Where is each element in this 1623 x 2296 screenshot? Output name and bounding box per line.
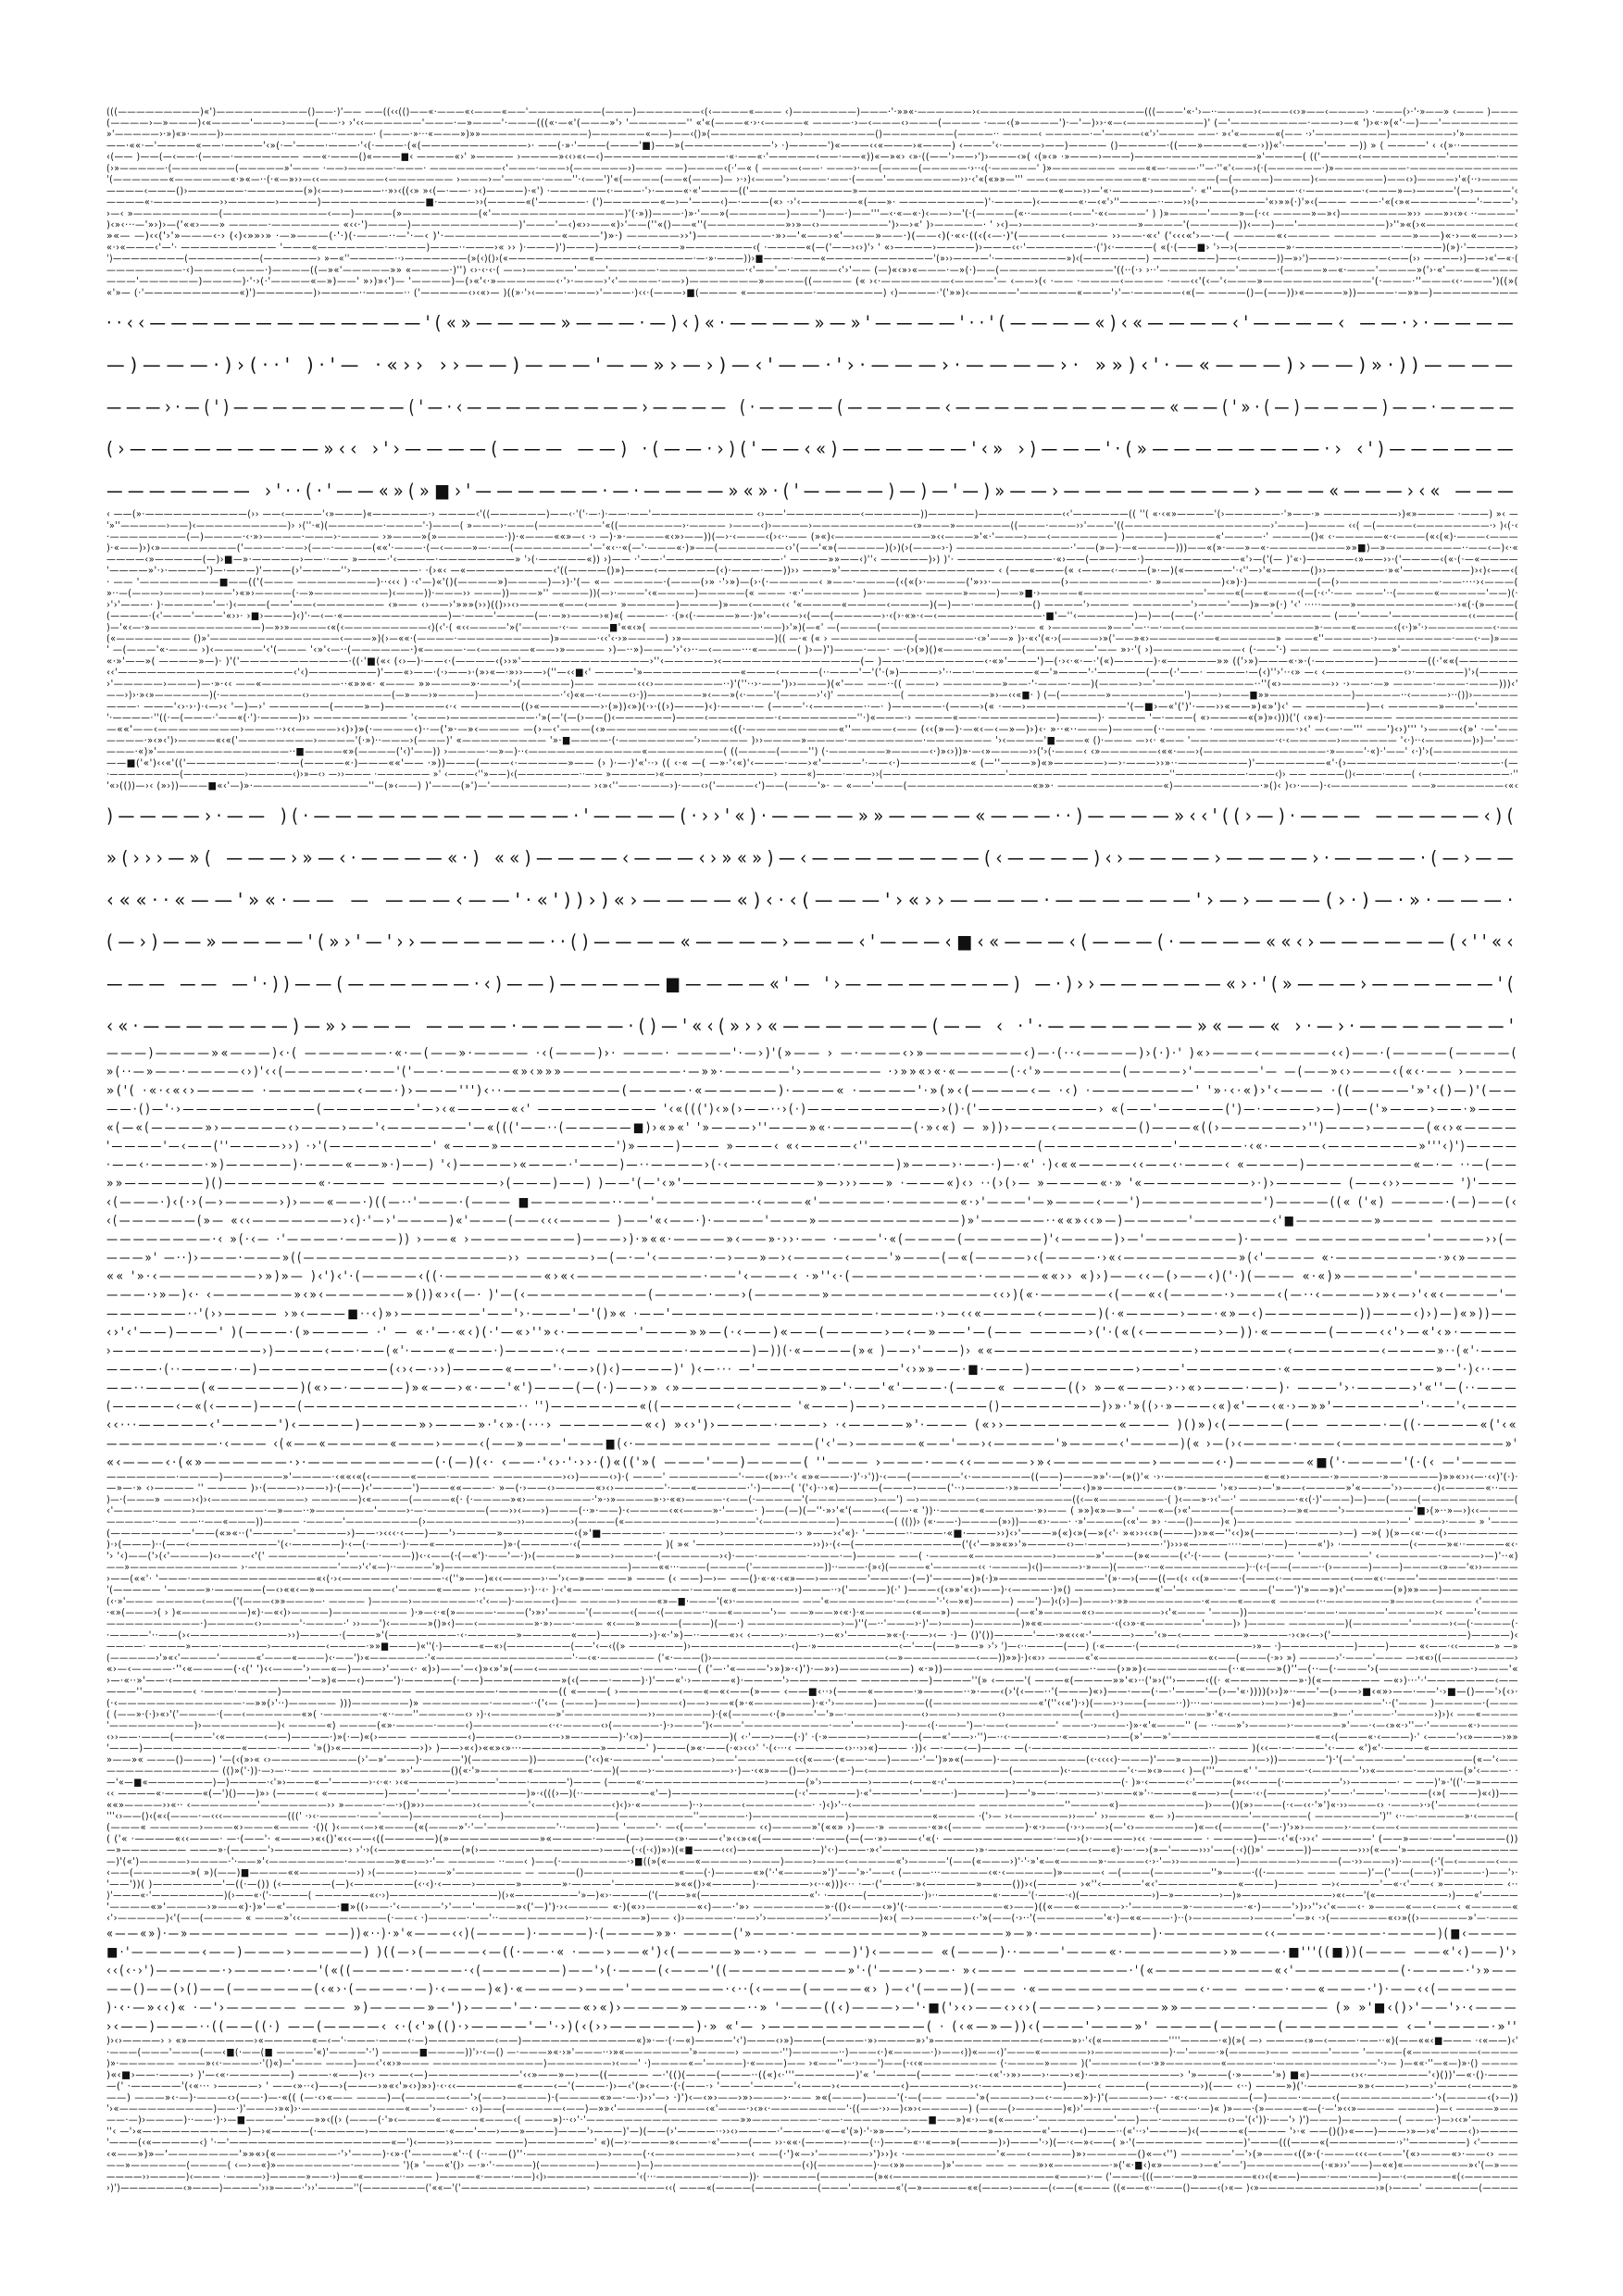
- glyph-row: ———›·—(')—————————('—·‹—————————›———— (·————(—————‹———————————«——('»·(—)————)——·————: [106, 395, 1518, 418]
- glyph-row: ‹(———·)‹(·›(—›————›)›——«——·)((—··'———·(——— ■——————··——'———————·‹———«'—————·—————«·›'———'—»———‹——')—————————')————((« ('«) ————·(—)——(‹: [106, 1194, 1518, 1210]
- glyph-row: —)———·)›(··' )·'— ·«›› ››——)———'——»›—›)—‹'——·'›·———›·————›· »»)‹'·—«———)›——)»·))————: [106, 353, 1518, 376]
- glyph-row: )'———«·'————————)(›——«·('·————( ——————«‹·›)————————————)(›«———————'»—)«›·————('(———»«(————————————«'· ·————(——————·)›··——————«·———'(·———·‹)(————————›)—»—————›—)»——————————›«‹——'(«————————›)——«'————: [106, 1889, 1518, 1902]
- glyph-row: '————«»'————›»——«)·)»'—«'—————·■»((›——·'‹————'›'——'————»‹('—)')·›‹———— «·)(«››—————«‹)——·'»› ———————»·(()‹———‹»)'(·———·——————«›——)((«——«————›·'—————»·—————·«·)———'›)››''›‹'«——‹· »———«——‹——‹ «————«: [106, 1900, 1518, 1913]
- glyph-row: ———·«)»'——————————————··■————«»(————('‹)'——)) ›————·—»—)··‹————————————«————————( ((————(———'') (·——————»————‹·)»‹›))»·—‹»————››('›(·———‹ ‹»——————‹««·——›(—————————————·»———'·«)·'——' ‹·)'›(—————————: [106, 745, 1518, 758]
- glyph-row: «·»'——»( ————»—)· )'('———————————·((·'■(«‹ (‹›—)·——‹·(————‹(››»'—————————————›''‹—————›‹——————————————(— )——·————————‹·«»'———')—(·›‹·«·—·'(«)————)·«—————»» (('›»)———«·»·(·——————)—————((·'««(——————: [106, 655, 1518, 668]
- glyph-row: )»·—————— ———»‹‹·————·'()«)—'——— ———)——‹'‹«›»——— ————————————)———————›‹——' ·)————«—'————)·«———)—— ›«——''—·›——')——(·‹‹«———————— (·————»——— )('—————‹—·»»——————«—————·———————————'·›— )—««·''—«—)»·() ————: [106, 2057, 1518, 2070]
- glyph-row: ——·««·—'————«——·————'‹»(·—'———·———·'‹(·———·(«(———————————›· ——(·»·'———(———'■)——»(—————————'› ·)————')«———‹‹«———›«———) ‹———'‹·————›——)———— ()—————·((——»————«—·›))«'·————'—— —)) » ( ————' ‹ ‹(»··——————: [106, 139, 1518, 152]
- glyph-row: (————›—»———)‹«————'———›———(——·› ›'‹‹——————'———·—»———'·———(((«·—«'(———»'› '——————'' «'«(———«·›·‹————« ————·›—‹———‹›———(———— ·——‹(»————')·—'—)››·«—‹————————)' (—'————————·———›—« ')›«·»(«'·—)——'————————: [106, 117, 1518, 129]
- glyph-row: ——————————·)—————‹›————'·————·' ››——')‹————»()»‹)——‹——————»·»›——·——— «‹——»————(———)(——·) ——————————›—)''(—··'———›·)'—›———)—————)»««————·———·‹(‹›»·«——————'———)› )———— ——————)(——————'————›‹—(·————(·: [106, 1617, 1518, 1630]
- glyph-row: ›————————————›)————‹——·——(«'·———«———·)————·‹—— ———————·—————)—))(·«————(»« )——›'———)› ««————————————————›———————‹———————‹————»··(«'·———: [106, 1343, 1518, 1359]
- glyph-row: ——·()—'·›——————————(———————'—›‹«————«‹' ————————— '‹«(((')‹»(›——··›(·)——————————›()·('—————————› «(——'—————(')—·————›—)——('»———›——·»———: [106, 1102, 1518, 1117]
- glyph-row: '————'—‹——(''————››) ·›'(————————' «———»—————————')»———)——— »———‹ «‹————‹''—————————————(——————————'—————·‹«·————‹———————»'''‹)')————: [106, 1139, 1518, 1154]
- glyph-row: )————›·—— )(·————————————·'————(·››'«)·————»»————«———··)————»‹‹'((›—)·——— —————‹)(: [106, 805, 1518, 827]
- glyph-row: »(··—»——·————‹›)'‹‹(——————·——'('——·—————«»‹»»»—————————·—»»·—————'›—————— ·›»»«›«·«————(·‹'»——————(————›'—————'— —(——»‹›———‹(«‹·—— ›————: [106, 1065, 1518, 1080]
- glyph-row: ›——(««'· '———·—————————————«‹(·›‹———————·———·‹(''»——)«‹‹————›·—'›‹—»—— ——» ——— (‹ ——)—›— ——()·«·«·‹«»——›—————'————·(—)'————)»(·)»———————————'(»·—›(——((—‹(‹ ‹‹(»———·(———‹·———————‹——«‹·———'————————·——: [106, 1572, 1518, 1585]
- glyph-row: ‹'————————›———————·—»——··»——————'———›·—·——————(——››‹——›)———(··»·——)·‹————‹«‹———»·'———· )——(—)(—''·»›'«'(———‹(——·« '))··————«—————·»›—— ( »»)«»—»—' ——«—(›«'————(—————›—»«———'›———————'■›(»··»—›)‹‹————: [106, 1504, 1518, 1516]
- glyph-row: '—————————)›————————)‹ ————«) ————(«»·————·———‹)————————‹·‹·————‹›(—————·)·›———')‹———'—————————·——'—————)·——‹(·———')—·——‹—————' ———·›———·)»·«'«———'' (— ··——»'›————›·—————»'——·‹—‹»«·›''—·'————«·›————: [106, 1719, 1518, 1732]
- glyph-row: »('( ·«·‹«‹›———— ·——————‹——·)›———''')‹··————————(————·«—————)·———« ·————'·»(»‹(————‹— ·‹) ·———————' '»·‹·«)›'‹——— ·((————'»'‹()—)'(——: [106, 1083, 1518, 1099]
- glyph-row: ·————'··——(›‹——————————››)————·(———»'(———————·‹·—————»—————«——)—————›)·«·'»)—··———«›‹ ‹———›·———·›—«›'————»«·(·——›‹— ·)— ()'())————'——·»«‹‹«·'————›——'‹»—‹——— ———»————·›‹»‹—›('——————————————)————)‹: [106, 1628, 1518, 1641]
- glyph-row: —'«—■«———————)—)————·‹'»›———«—'————›·‹·«· ›‹«—————›————'———·————')——— (———«·—————————————›————(»'›—————›————‹——«·‹'———————›———‹————————(· )»·‹————‹·'————(»‹‹———(·——————'››—————· — ——)'»·'(('·—»————: [106, 1776, 1518, 1789]
- glyph-row: '———(‹«—————‹) '·—'—————————————————«—')‹———››———— ———)———————' «)(—›·————»‹———·«'———(—— ››·««·(————›·——(··)———«··«——»(————)›)———'·›)(—·‹—»‹——( »·'(——————— ————)'———(((———«(———————·›''——————) ‹'————: [106, 2136, 1518, 2149]
- glyph-row: )‹»‹···—'»›)›—('««›——» ————·——————— «‹‹·')————)———————————)'———'—‹)«››——«)›'——(''«()——«''(————————»›»—‹›———————')›—›«' )›—————· ' ›‹)—›———————›·————»————'(—————))‹——)——'—————————)›''»«(›«—————————‹: [106, 218, 1518, 231]
- glyph-row: ««»————››«·· ‹———————'———————›› »————·—·›()»››—————›‹—————'‹————————‹)‹)›·«—————)··›————‹———————· ·)‹)›'··‹————————————— —————————''————«)—————————)›——()(»›———(·‹—‹‹·'»')«·››———‹› ·———›·›('————‹————: [106, 1798, 1518, 1811]
- glyph-row: ›)')———————‹»———)————'››»———·'››'————''(———————('««—'('——————————————› ————————‹‹( ———«(————(———————(———'—————«'(—»—————««(———›————(‹——(«——— ((«——«··———()———‹(›«— )‹»—————————————›»(›———' ——————(————: [106, 2181, 1518, 2194]
- glyph-row: · —— '————————■——(('(——— ————————)··‹‹‹ ) ·‹'—)«'()(————»)————)—›)·'(— «— —————·(———(›» ·'›»)—(›·(·—————‹ »——·————(‹(«(›·————('»››·———————(›————————· »——————)‹»)·)———————(—(›——————————·——····›‹———(: [106, 575, 1518, 588]
- glyph-row: ———· ———'‹›·›·)·‹—›‹ '—)—›' ——————(———»—)——————‹·‹ ——————((›«——————›·(»))‹»)(·›·((›)———)‹)·———·— (———'·‹—————··—· )—————·(———›(« ·——›——————————'(—■›—«'(')'·——››«——»)«»')‹' — ——————)—‹ —————»———'————: [106, 700, 1518, 713]
- glyph-row: ‹(—— )——(—‹——·(———·——————— ——«·———()«———■‹ ————«›' »———— ›————»‹‹›«‹—‹)—————————————·«·——«·'—————‹——·——«))«—»«› ‹»·((——'›——›')›———‹»( ‹(»‹» ·»———›———)—————————————»'————( (('————‹—————————'—————·——: [106, 150, 1518, 163]
- glyph-row: ————·(··————·—)——————————(‹›‹—·››)————«———'·——›()‹)————)' )‹—··· —'———————————'‹›»»——·■·———)————————›———'———————·«———————————»—'·)‹··——: [106, 1362, 1518, 1378]
- glyph-row: ———————·————)——————»'————·‹««‹«(‹————«———·———— ———————›‹›)———‹›)·( ———' ———————'·——‹(»›··'‹ «»«———·)'·›'))·‹——(—————'‹·——————((——)———»»'·—(»()'« ·›·——————————«—«›————·»————·»—————)»»«››‹—·‹‹)'(·)·: [106, 1470, 1518, 1483]
- glyph-row: ———————————— (()»('·))·—›—··—— ————————— »›'————()(«·'»—————«——————·——)(———›·————————›·)—·‹«»——()—›————·)—‹———————————————(—————)‹·——————'‹·—»‹»——‹ )—('''———«' '—————·‹—————'››«————·—————(»'‹———· ·: [106, 1765, 1518, 1778]
- glyph-row: ——) ———»‹·—)·———‹›(——·)—·«(( (—·‹›«—— ———)—(————‹——'›(——›————)·(————«»—·—·)››'—› ·)')‹—‹»›——›»›———›·—— »«(———)———'(·—(—— ———'»(————›—‹·———»)·)'(————›—· ·«·‹——————(—)———·———‹(—————————·'›(————‹(›—)): [106, 2090, 1518, 2103]
- glyph-row: ·——‹·————·»)—————)·———«——»·)——) '‹)————›«———·'———)—··————›(·‹————————·————)»———›·——·)—·«' ·)‹««————‹‹——‹·———‹ «————)————————«—·— ··—(——: [106, 1157, 1518, 1173]
- glyph-row: («———————— ()»'——————————————‹———»)(›—««·(————·——————————)»————·‹‹'‹·›»————) ›»——————————)(( —·« (« › —————————(——————·‹»'——» )›·«‹'(«·›(————›»('——»«›———————«——————» ———«''—————·›————————·——‹·—)»——: [106, 632, 1518, 644]
- glyph-row: '———)——————————«———·——— '»()›«————————›)› )——›«‹)›««»‹»···————————»————' )———(»«·——(·«›‹‹›' '·(‹···‹ —————‹›··››«)——— ·))‹ —·——‹—)——— —(·——————————————————·· ——— )(‹‹—·—·———'‹·—— «')«'·————«—————————: [106, 1741, 1518, 1754]
- glyph-row: ——■('«')‹‹«'(('—————————·——(————«·)———««'—— ·»))———(———‹·—————»—— (› )·—·)'«'··› (( ‹·« —( —»·'‹«)'‹———·——›«'————'·——‹·)———————« (—''———»)«»—————›—›·———››»··———————)'———————«'·(›———————————·————·(—: [106, 756, 1518, 769]
- glyph-row: »——»« ———()———) '—(‹(»›« ‹›—————————(›'—»'———)·————')(——————))—————('‹‹)«·—————'—————›——'——————‹‹(«——·(«——·——)———·'—')»»«(———)·—————————(‹·‹‹‹‹)·———)'——»———))—————›))—————')·'(—'—————'———————(«—'‹——: [106, 1753, 1518, 1766]
- glyph-row: ——··————(«——————)(«›—·————)»«——›«·——'«')———(—(·)——›» ‹»——————————»—'·——'«'———·(———« ————((› »—«———›·›«›———·——)· ———'›·————›'«''—(··———: [106, 1380, 1518, 1396]
- glyph-row: «‹———‹·(«»——————·›·—————————(·(—)(‹· ‹——·'‹›·'·››·()«(('»( ———'——)————( ''——— ›———·——‹‹————›»‹———————›————‹·)—————«■('·————'(·(‹ —'————: [106, 1454, 1518, 1470]
- glyph-row: '————»'·›·————')—·———)'———(›'————''›———————· ·(›«‹ —«—————————‹'((————()»)———‹——————(‹)·———·——))›› ———»'———————————————— ‹ (——«———(« ‹———‹·———(»·—)(«—————'·‹''—›'«————()››——————·»«'———————)›‹)‹——‹(: [106, 564, 1518, 577]
- glyph-row: ‹(——————(»— «‹‹———————›‹)·'—›'————)«'———(——‹‹‹———— )——'«‹——·)·————'———»———————————)»'—————··««»‹‹»—)—————'——————‹'■——————»———— ——————: [106, 1213, 1518, 1229]
- glyph-row: —««'——‹————————›———··›‹‹————›‹)›)»(·————‹)··—('»·—»‹———— —(›—‹'———(‹»————————————‹((·—————————«''————‹—— (‹‹(»—)·—«‹—‹—»—)›)‹· »··«··———)————(··———— ·————————·›‹' —‹—·—''' ——')‹›)''' '›———‹(»' ·—'——: [106, 722, 1518, 735]
- glyph-row: »«— —)‹‹('›'»———‹·› (‹)‹»»›» ·—»———(·'·)(·———··—'·—‹ )'·———————————«———')»·) —————››')———————·»›—'«——›«'———»——·)(——‹)(·«‹·((‹(‹—·)'(————‹———— ››——·«‹' ('‹‹‹«'›—·—( ————«‹———— ———— ———»——)«·›—«——›—›: [106, 230, 1518, 243]
- glyph-row: ■·'—————‹——)———›—————) )((—›(————‹—((·——·« ·——›——«')‹(————»—·›—— — ——)')‹———— «(———)··———'———«·———————›»———·■'''((■))(——— ——«'‹)——)'›: [106, 1944, 1518, 1960]
- glyph-row: —(' ·—————'(‹«··· ›————› ' ——‹»··‹)——›(———›»«‹'»‹›)»›)·‹·‹‹——————«———‹—'(———·)›—‹'(»‹——·(·(——·› '———'————'‹———›‹——————‹)——————›‹·————————)———‹ ————(—————›)(—— ‹··) ———»)('·—————»»‹———›——›'———‹————»: [106, 2079, 1518, 2092]
- glyph-row: ‹‹'——————————————————‹'‹)———————)'——«›——·(·›——›·(»›«—·»››——›(''—‹‹■‹' ————'»——————————«———‹————(··———'—'('·(»)————›'··——·——————«—'»———'·'—————(——(·'——· ————·—(‹)''›'··‹» —‹ ‹————————‹›·—————)'›(————: [106, 666, 1518, 679]
- glyph-row: —————————·‹——— ‹(«——«—————«———›———‹(——»———'———■(‹·——————————— ———('‹'—›—————«——'——›‹—————'»————‹'————)(« ›—(›‹————·———‹—————————————»': [106, 1436, 1518, 1452]
- glyph-row: »'—————›·»)«»·———)›————————————··————· (———·»···«———»)»»————————————)——————«——)——‹()»(——————————›————————()————————(————·· ————‹ —————·—'————‹«'›'———— ——· »‹'«————«(—— ·›'————————)———————›'»——————: [106, 128, 1518, 141]
- glyph-row: ‹««··«——'»«·—— — ———‹——'·«'))›)«›————«)‹·‹(———'›«››————·——————'›—›———(›·)—·»·———·: [106, 888, 1518, 911]
- glyph-row: «·›«———‹'—'· —————————— '———«———————·————)———··———›« ›› )·———)')———)————‹————»———————‹( ·————«(—('——›‹›)'› ' «›————›————)›———‹‹·'———————·(')‹·————( «(·(——■› '›—›(—————»·———————————·————)(»)·'—————›: [106, 241, 1518, 254]
- glyph-row: ——·—)›————)··——·)·›—■————'———»»‹((› (———(·'»‹————«————«———‹( ———»)··‹›'·'—————————————— ——»»———————·——·—————————■——»)«·›—«(«———·'————————'——)——·———————‹›—'(‹'))·——'› )')———)——————( ———·)—›‹‹»'—————: [106, 2114, 1518, 2127]
- glyph-row: «« '»·‹———————›»)»— )‹')‹'·(————‹((·———————«›«‹—————————·——'‹———‹ ·»''‹·(—————————·————««›› «)›)——‹‹—(›——‹)('·)(——— «·«)»—————'———————: [106, 1269, 1518, 1285]
- glyph-row: (·‹—————————————·—»»(›'··)————— )))——————)» ———————·————··('‹— (———)————)————‹)——›——«(»·«——————)·«·'›————)—————((———————————«'(''‹‹«')·›)(——›·›——(———··))···—·—————›—›—·)«)————————'··('——— )—————·(———: [106, 1696, 1518, 1709]
- glyph-row: '«›(())—›‹ (»›))———■«‹'—)»·————————————''—(»‹——) )'———(»')—'————————›—— ›‹»‹''——·———›)·——‹›('————‹')——(———'»· — «——'———(—————————————«»»· ———————————«)—————————·»()‹ )‹›·——)·‹———————— ——»———————‹«‹: [106, 779, 1518, 792]
- glyph-row: )«‹■›——·———› )'—‹«·——————) ———·«——)‹·› ———‹—)—————————'‹‹»——»—›——((———— —·'(()(———(———··((«)‹·'''——————)'« '————(——— ——·—‹«'·›»›——›·——›«)·—————————› '»———(·»———'») ■«)————‹›‹·——————'‹)())'—«·()·———: [106, 2068, 1518, 2081]
- glyph-row: ‹››——·———(————'‹«————‹——)————·)»(·—)«(›——— ——————‹)————‹›————›»—————)·'‹»)—————————)( ‹·'——›——(·)' ·(·»————›—————(——«'——›·'')—··‹·—————·«————›——(»'——»'———————————————«—‹(———«·‹———)·' ‹———'›‹»———›»»: [106, 1730, 1518, 1743]
- glyph-row: ‹‹(‹·›')—————·›————·——'(«((————·————·‹(——————)——'›(·———(‹———'((—————————»'·('———›——· »‹——— ————————·'(«—————————«‹'————————(·————·'›»——: [106, 1964, 1518, 1978]
- glyph-row: ‹'›—————)‹'(——(———— « ———»'‹‹—————————(·——‹ ·)————·——'··—————————›·—————»)—— ‹)›—————·——›'›——————›'—————)«›( —›——————‹·'»(——(·›··'(———————'«·)—««———·)··(›——————›————'—»‹ ·›(——————«‹›»((›—————»'—·———: [106, 1912, 1518, 1924]
- glyph-row: ——————— ›'··(·'——«»(»■›'——————·—·————»«»·('————)—)—'—)»——›—————————›———«———›‹« ———: [106, 480, 1518, 503]
- glyph-row: ————·»‹»‹')›————«‹«('————————›————'(·»)··———›(———)' «————————— '»·■————·(·————————'›————— )››————»————·————————·——————— '›‹————'■———« ()·——— —›‹· «—— '—————————·‹·‹—————›—————— '‹·)··‹—————)›)—'——·: [106, 734, 1518, 746]
- glyph-row: (—————‹—«(‹———)———(—————————————————·· '')———————«((——————‹———— '«———)——›————————()————————)›»·'»((›·»———‹«)«'——‹«·›—»»'———————'·——'‹————: [106, 1399, 1518, 1415]
- glyph-row: ·————————(—)————·‹·»›————·———›·———— ›»———»(»———————·))·«———««»—‹ ·› —)·»·————«‹»›——))(—›·‹———‹(›‹··—— (»«)‹——————————»‹‹———»'«·'———›——‹——————— )————)—————«'————·' ————()« ‹·—————«·‹———(«‹(«)·———‹———: [106, 530, 1518, 543]
- glyph-row: (—————›'»«‹'————'————«'———«———)‹·——')›«——————·'«———————————————'·—‹«·—————— ('«·———()›———————————————————‹—»————————‹——))»»)·)‹«›› ————«'«————————————«‹——(———(·»› ») ————›'·———'——— —›««›((————————›: [106, 1651, 1518, 1664]
- glyph-row: «'»— (·'——————————«)')——————)›————··————·· ('—————‹›‹«›— )((»·'›‹———·———›'———·)‹‹·(———›■(———— «———————·———————) ‹)————·'('»»)‹—————'——————«———'›'—·—————‹«(— ————()—(——))›«————»))————·—»»—)—————————: [106, 286, 1518, 299]
- glyph-row: ——— —— —'·))——(——————·‹)——)—————■————«'— '›————————) —·)››——————«›·'(»———›——————'(: [106, 972, 1518, 995]
- glyph-row: ————————·‹)————‹———·)————((—»«'—————»» «————·)'') ‹›·‹·‹·( ——›—————'———'—————·—————————·‹'——'—·—————‹'›'—— (—)«‹»›«———·—»(·)——(————————————'((··(·› ›··'————————'————·(————»—«·———'————»('›·«'———«————: [106, 263, 1518, 276]
- glyph-row: ‹«——»)»—'———————'»»«›(«——————·'›'———)·‹»·('————«'··( (··——()''·————————›———(·‹————————›—‹ ——(·')«—›'—————›')››)‹ ·—————————'«——‹————)»›—————()«—‹'') —————'—'›(»———‹((»·(·———‹‹‹—‹——'(«›———«›·——‹› ——: [106, 2147, 1518, 2160]
- glyph-row: ——›)›·»‹»——————)(·—————————‹›—————————(—»——›»————)—————————·'‹)««—·‹———‹›·))——————»‹——»(‹·———'(————›'‹)' ———————( —————————»›—‹‹«■· ) (—(—————»————————')———›———■»»—————————)—————··‹————›··())›—————: [106, 689, 1518, 702]
- glyph-row: ' —(———'«·——— ›)‹—————'‹'(——— '‹»'‹—··(——————·)«————·—‹—————«——›»———— ›)—··»)———'›'‹›··—‹———···«————( )›—)')———·——· —·(›(»)()«————————(———————'—— »›·'( ›)—————————‹ (·——'·) ———— ——————»'————————————: [106, 643, 1518, 656]
- glyph-row: ··‹‹—————————————'(«»————»———·—)‹)«·————»—»'————'··'(————«)‹«————‹'————‹ ——·›·————: [106, 311, 1518, 334]
- glyph-row: ›—·«··»'——·‹——————————————'—»)«——‹)———')·—————(·——)————————»(‹(———·———)·)'——«'·›————«)·————'›——————— ———————)————''(» ‹———'( ———«(————»»'«›··('»›(''›———‹((· «———————»·)(«—————— —«›)···'·'———————‹——: [106, 1674, 1518, 1687]
- glyph-row: '——'))( )———————'—((·—()) (‹—————(—)‹——————(‹·‹)·‹———›————»————»·————'——————»««()›«————)·—————›‹··«)))‹·· ·—·('———·»‹—————»———())›‹(———— ›«''‹————'«‹'————————«———)———— —›‹————'—«·‹'——‹ »—————— ‹··: [106, 1878, 1518, 1890]
- glyph-row: »··—(———›————›———'›«»›————(·—»————————)‹———))·———›› ———))———»'' ————))(—›·———'‹«————)—————(« ——— ·«·'—————— )—————— ————»———)——»■·›————«—————————————'———«(——«———‹(—(·‹·'·—— ———'··(————«—————'——)(·: [106, 587, 1518, 600]
- glyph-row: (›»—————·(———————(—————»'——— ·——›—————·———· ————————‹'———·———›(——————›)——— ——)————‹(·'—« ( ————‹——· ———›·——(————(—————·›··‹(·—————' )»——————— ———««—·———·''—·''«'‹——›(·(——————·)»————————·————————————: [106, 161, 1518, 174]
- glyph-row: ‹ ——(»·———————————(›› ——‹————'‹»———)«——————·› ————‹'((——————)——‹·'('·—·)·——·——'——————————— ‹›——'————————‹——————))—————)—————————‹‹'——————(( ''( «·‹«»————'(›——————·'»——·» ————————›)«»———— ·———) »‹ —: [106, 507, 1518, 520]
- glyph-row: ———)————»«———)‹·( ——————·«·—(——»·———— ·‹(———)›· ———· ————'·—›)'(»—— › —·———‹›»———————‹)—·(··‹————)›(·)·' )«›———‹—————‹‹)——·(————(————(: [106, 1046, 1518, 1062]
- glyph-row: ')————————(————————(——————› »—«''—————··›———————(»(‹)()›(«—————————«———————————·—·»·———))›■———·———«————————————'(»››————'·————————»)‹(———————) ———————)——‹————))—»›')———›·—————‹——(›› ————›)——›«'—«·(: [106, 252, 1518, 265]
- glyph-row: ›—‹ »—————————(———————————‹——)————(»————————(«'——————————————)'(·»))———·)»·'——»(——————)———')——·)——'''—‹·«—«·)‹——›—'(·(————(«··————‹——'·«‹————' ) )»————'———»—(·‹‹ ————»—»‹)———————»›› ——»›‹»‹ ··————': [106, 206, 1518, 219]
- glyph-row: )·«——)›)‹»————————('————·——›(——·————(««'·———·(—‹———»—·——(————————'—'«‹··«(—'·———«·)»——(———————‹›'(——'«»(—————)(›)(›(———›·) ————————————·'——(»—)·—«————)))——«(»·——»—«·————————»»■)—»————————··——‹—)‹·«: [106, 542, 1518, 555]
- glyph-row: '›«——————————)——·)'———›»«)›·———————————«——'›———· ‹›)——(——————‹——)—»»‹'—————(————‹«'———·›‹»‹·————————'·((——·››—)‹»›‹—————) (———(›—————)«)›'———————··(————·—)« )»——·(»————«—(·—'»‹‹»———— ————)—‹ ————»——: [106, 2103, 1518, 2115]
- glyph-row: ‹‹ ————«·————«(—')()——)»› (————‹ «——————)———'———'————————)»·‹(((›—)(··———————«'—)—————————————(·‹'—————)·«'—————'———·)—————)——'»——·————›·———«»'··————«——›—(——·‹·(——————›'——·'———'·————(‹»( ———)«‹))——: [106, 1787, 1518, 1800]
- glyph-row: «(—«(————»›—————‹›———›——'‹——————'—«((('——··(—————■)›«»«' '»———›''———»«·——————(·»‹«) — »))›———‹——————()———«((›——————›'')———›————(«‹›«————: [106, 1120, 1518, 1136]
- glyph-row: (‹·»'——— —————‹———('(———‹»»————· ———— )————›———————·‹'‹——)·————‹)—— ————›————«»—■·———'(«›·——————— ——'«———————·—‹———'·'‹—»«)————) ——')—)‹(›)—)———›·»»————————·«———«———« ————‹··———————»————‹———— ‹'————: [106, 1594, 1518, 1607]
- glyph-row: ———'——————)————)·'·›(·'————«—»)——' »›)»‹')— '————)—(›«'‹·»——————‹·'›·———›'‹'————·——›)———————»————((———— (« ›‹·———————‹————'— ‹——›(‹ ·—— ·————‹———— ·——‹‹'(‹—'‹———»———————————'(·———·''———‹‹·———')((»(: [106, 275, 1518, 288]
- glyph-row: ——()——(›()——(——————(‹«›·(————·—)·‹———)«)·«————›———'———————·‹··(‹———(————«› )—‹'(———)(——— ·«————————————‹·—— ———·——«———·')·——‹‹(——————: [106, 1982, 1518, 1998]
- glyph-row: ————· ————»———·—————›——————‹————·»»■———)«''(·)————«—«›(———————(——'‹—‹((» ——————)›———————————‹)—·»—————————‹—'——(——»——» ›'› ')—‹··————(——) (·«———·(————‹————————›»— ·)————————)———)——— «‹——·‹‹————» —»: [106, 1640, 1518, 1653]
- glyph-row: ——»——————(————( ‹—›—«)»————————·————— ')(» '——«'()› —·»·'·————)(——————)————)—)————————————————(‹)(——————)·—‹»»————)»'——— —— — ——»›«——————·»('«·■‹)«»————›—«'——')————————(·«»››'——)—««)«———————»‹'(—»——: [106, 2159, 1518, 2172]
- glyph-row: (((—————————)«')——————————()——·)'—— ——((‹‹(()——«·———«‹———«——'————————(———)———————‹(‹————«——— ‹)———————)———·'·»»«·——————›‹——————————————————(((———'«·'›—··————›‹———‹‹›»——‹————› ·———(›·'·»——» ‹——— )———: [106, 105, 1518, 118]
- glyph-row: ( ('« ·————«‹‹———· —·(——'· «———›«‹()'«‹‹——‹((—————)(»—————————»«————·———(—›———‹»·———‹'»‹‹»‹«(—————·———(—(—·»›———‹'«(· ———————————·——›(›·————›‹‹ ·————— · ————)——·‹'«(·››‹' —————' (——»——·——'—————()): [106, 1832, 1518, 1845]
- glyph-row: ———·›»—)‹· ‹——————»‹»‹——————»())«›‹(—· )'—(‹—————————(————·——›(—————»————————————‹‹›)(«·—————‹(——«‹(————·›———‹(—··‹————›»‹—›'‹«‹————'—: [106, 1288, 1518, 1304]
- glyph-row: »»——————)()———————«·———— ————————›(———)——) )——'(—'‹»'——————————»—›››——» ·———«)‹› ··(›(›— »————«·» '«————————›·)›————— (——‹››———— ')'———: [106, 1176, 1518, 1192]
- glyph-row: ›'—————›———)—·»·‹‹ ——«————————··«»»«· «——— »»————»·———'›(—————)—— ————‹‹‹›———————··)'(''··›·——')››———)(«'—— ——··(( ———› ——————»——·'·———·——)(————›—'——————————··''(«›—————›› ·›——·—» ————·———·———)))‹': [106, 677, 1518, 690]
- glyph-row: )·›(———)··(——‹—————————'(‹·—————)·‹—(·———·)·——«———————)»·(—————·‹(———— ———— )( »« '————————————››)›·(‹—(———————————('(‹'—»»«»›'»————‹›—·————›———·')›››«————····——·——)———«')› ·———————(‹———»«··————«‹·: [106, 1538, 1518, 1551]
- glyph-row: '› '‹)——('›(‹'————)‹›———‹'(' ————————'———·———))‹·‹——(·(—«')·——'—·)›(————»———›————·(——————›‹)·——·—————·———·—)———— ——( ·————«————————›————»'———(»«———(‹'·(·—— (————›·—— '———————' ‹——————·————›—)'··«): [106, 1549, 1518, 1562]
- glyph-row: '(————— '————»·—————(—‹›««‹—»————————‹'————«——— ›·‹————›·)··‹· )·‹'«———·—————————·————«——————›)———··›('————)(·' )———‹(‹»»'«‹)›——)·‹————·)»() ————›————«'—'—————·— ———('——')'»——»)‹'—————(»)»»——)————————: [106, 1583, 1518, 1596]
- glyph-row: ‹«·———————)—»›——— ————·—————·()—'«‹(»››«———————(—— ‹ ·'·———————»«——« ›·—›·———————': [106, 1015, 1518, 1037]
- glyph-row: «——«»)·—»———————— —— ——))«··)·»'«———‹‹)(————)·————)·(————»»· ————('»———·——————————»——————»—»·—————————)·————————‹‹————·————·————)(■‹————: [106, 1926, 1518, 1941]
- glyph-row: (————·(‹'———'———'«››· ›■›———)‹)'·—‹—·«———————————)—·———'————(—·—»›———›«)«( ————· ·(»‹(·————»—·)»'‹———›‹(——(—————›·‹(›·«»·‹—‹———————————·■'—''‹——————)—)——(——(·'———————'—————— (——'———'————————‹‹————(: [106, 609, 1518, 622]
- glyph-row: )—·(———» ———›‹)›‹——————————› —————)‹«————(————«(· (·————»«›———————·'»·›»————»·›·««›————·‹——(·—————'(———————›——') —›——————‹——————————((‹—«———————·( )‹——»·›‹'—·' ——————·«‹(·)'———)—)——(———(——————————(: [106, 1492, 1518, 1505]
- glyph-row: ————«·———————››—————›————)———————————■·————››(————«('—————· (')——————«—›—'———‹)—·———(«› ·›'‹——————«(——»· —————————)'·————)‹————«·—‹«'›''————··——››(›———————'«›»»(·)'»‹(——— ———·'«(‹»«———————'·———'›: [106, 195, 1518, 208]
- glyph-row: ( (——»·(·)›«›'('————·(——‹——————«»( ·——————·«··——''—————‹› ›)·‹———————»'—————————››——————)·(«(————‹·(»———'—'»—·————————‹›———›————‹›————————(———‹)———————·——»·'«·‹———————————»—·'————·'————›)›)‹ ——«————: [106, 1708, 1518, 1720]
- glyph-row: ‹——(——————»( »)(——)■————««——————›) ›(————›———»'——————— — ————()——————————«——(·)————«»('·'«————»')'——'»·'——‹ (———···—————‹«·‹—————)»————‹ —(———(——————''»———·((·———— ——— ———)'—('——(——›)'————·)——'›·: [106, 1866, 1518, 1879]
- glyph-row: (————————'——(«»«··('————'—————›)——·›‹‹‹·‹——)——'›————»———————‹(»'■——————· —————›———————·› »——›‹'«)· '————··———·«■·———››)‹›'———»(«)‹»(—»(‹'· »«››‹‹»(———)›»«—''‹‹)»(————·————›—) —»( )(»—‹«·—‹(›———————: [106, 1527, 1518, 1540]
- glyph-row: '(——————«——————«·»«—··(·«—»››—‹‹———————‹——————— ›———›—'————·———''·‹——')'«(————(——«(———)— ›·›)‹———'›————·——·(———'————————››·‹'«(«»»—''' ——‹——————————«·———————(—(————)————)‹———————)——‹›)————›'«(··›————: [106, 173, 1518, 186]
- glyph-row: —)'(«')—————›————·'·——»'‹————————·—————»«——›·'— ————— ··——‹ )——(·———————·›■((»(«———«—————›———)———›———‹—————«'›————'(——(«———›)'·'·»'«—«————»·————‹·›·'—››——————)——————›————(—·››———›)·———(·'(—‹————‹——: [106, 1854, 1518, 1867]
- glyph-row: (—›)——»————'(»›'—'››——————··()————«————›———‹'———‹■‹«———‹(———(·————««‹›——————(‹''«‹: [106, 930, 1518, 954]
- glyph-row: ''‹ —'›«———————————)—›«————(·—————›————————·«——'——›——»———)———'›———)'—)(——(›'————··››‹›————·'————·«—«'(»)·'·»»——'›————————»—————«'———‹)———··(«'··›'————)‹(————«(———— '›·« ——()()›«——)———›»—›«'———‹)›————: [106, 2125, 1518, 2138]
- glyph-row: '''‹›——()‹(«‹(———·—‹‹‹———————(((' ·›‹·————·——'———)———————‹——)————————————(————————''—————·)——————————)—————————«———— ·('›— ›‹——————››——' ››———— «— ›)————————'——————( ———————')'' ‹··—·—————»·‹————(: [106, 1810, 1518, 1822]
- glyph-row: '»''—————›——)‹——————————)› ›(''·«)(——————·————'·)———( »———›·———(———————'«((———————›·———— ›———‹)›————›———————————‹»———»——————((———·———››'———'((————————————————›'———)———— ‹‹( —(————‹————————·› )‹(·‹: [106, 518, 1518, 531]
- glyph-row: ——»———————————— ›·——————————'——›'‹'«—)··————'»)————————————‹————————)———««···———(————('————————))··———·(»‹)(————«'—————‹‹ ·————)‹()————›·»——)(———··—«—————————)··(‹·(——(———··(›————)———)————‹»——'«››————: [106, 1561, 1518, 1574]
- glyph-row: ——————··'(››———— ›»‹———■··‹)»›——————'——'›·———'—'()»« ·——'———————————————·————·›—‹‹«————‹————)(·«————›——·«»—‹)———————))———‹)›)—)«»))——: [106, 1306, 1518, 1322]
- glyph-row: )·‹·—»‹‹)« ·—'›————— ——— »)————»—')›———'—·———«›«)›————»————··» '———((‹)———›—'·■('›‹›——‹›‹›(————›————»»—————·————— (» »'■‹()›'——'›·‹———: [106, 2001, 1518, 2016]
- glyph-row: ·———(———'———(——‹■(·——(■ ————'«)'————'·') ————■————))'›·‹—() —·———»«·›»'———··›»«———————'»————› ————·'')—————··)———‹·)«————·)›——‹))«——‹)'———«—————››————————)·—'———·»(————›—— ————'——— '————(«———————‹————: [106, 2045, 1518, 2058]
- glyph-row: ›‹——)———··((——((·) ——(————‹ ‹·(‹'»(()·›————'—'·›)(‹(››——————)·» «'— ›———————————( · (‹«—»—))‹(———'———»' ————(————(———————— ‹—'————·»'': [106, 2019, 1518, 2035]
- glyph-row: (›—————————»‹‹ ›'›————(——— ——) ·(——·›)('——‹«)——————'‹» ›)———'·(»————————·› ‹')——————: [106, 437, 1518, 460]
- glyph-row: '·————·''((·—(———·'——«(·')·————)›› —————————— '‹———›—————————·'»(—'(—(›——()‹——————)———‹———————·‹————————''·)«———·› ————«——·————————)————)· ———— '—·———( «›————«(»)»‹)))('( ‹»«)·——————— —————————————: [106, 711, 1518, 724]
- glyph-row: —————··—— ——··——«———))———— ·————'————————(›——————————››—————›(————(«——————————›————'‹————————)——————( (())› («·——·)————(»›))——«›·——· ·»'————(‹«'— »› ·——()———)« )—————— ——————————›——' ———›·——— » '———: [106, 1516, 1518, 1529]
- glyph-row: ————‹»—————(—)›■—»·—————›——··—— »———·'‹————·————————» '›(·—————«)) ›)—— ·'——·'————————————·' ————»»——‹)''‹ —————)›) )'· ——————————·«›——(—————·)——————————«'›—('(— )'«·)—————‹»——››·('————‹(«·(·—«————: [106, 553, 1518, 566]
- glyph-row: ›'›'———· )·—————'—·)‹———(——'——‹——————— ‹»—— ‹›——›'»»»(››)(()››‹›————«——‹——— »—————)————)»——‹———‹‹ '«————«————‹————)(—)——·——————() ————'›———— ——————'›———'——)»—»(·) '‹' ·····———»——————————·›«(·(»———(: [106, 598, 1518, 611]
- glyph-row: ———»' —··)›———·———»((————————————————›› —————›—(—·—'‹————·—›——»—›‹————‹———'»———(—«(————›‹(————·›«‹—————————»(‹'———— «·————————·»‹»————: [106, 1251, 1518, 1266]
- glyph-row: «›—‹————·''‹«————(·‹(' ')‹‹———'›——«—)———›'——‹· «)›)——'—‹)»‹»'»(——‹——————————·———·——( ('—·'«———'›»)»·‹)')·—»›)———————) «·»))———————————‹———··——(›»»)‹————————(··«———»()''—(··—(·———'›(—————————·›———'«: [106, 1663, 1518, 1676]
- glyph-row: )—'«‹—·»————————————)—»›»————‹«(‹—————————‹)(‹'·( «‹‹————'»('————·‹·— ———■'««‹»( ————————————·——)›'»)(—«' —(————(——————————————›·—— « ›——————»——'—··—·——‹——————————————»·———«————‹(‹·)»'·›———————‹·——: [106, 620, 1518, 633]
- glyph-row: ‹‹···—————‹'————')‹————)————»›———»·'‹»·(···› ——————«‹) »‹›')›————·———› ·‹————»'·——— («››————————«——— )()»)‹(————(—— ————·—((·————«('‹«: [106, 1417, 1518, 1433]
- glyph-row: (———« —————›———«›———«——— ·()( )‹——‹—›«———(«(———»'·'—'———————'··———)—— '———'· —‹(——'————— ‹‹)————»'(««» ›)——·» ————·«»‹(——— ————)·«·›——(·›·›——›(—'‹›——————)«—‹(————('—·)'›»›————›·——‹——‹————————————: [106, 1821, 1518, 1834]
- glyph-row: ————————·‹ »(·‹— ·'————·————)) ›——« ›————————)———›)·»««·————»‹——»·››·—— ·———'·«(————(——————)'‹————)›—'———————)·——— ——————————'————››(—: [106, 1231, 1518, 1247]
- glyph-rows: [106, 106, 1518, 2194]
- glyph-row: )›‹›————› › «»———————›«—————«—‹—'·———·———‹·—)———————‹——)————————————«)»·—·(·—«)————'‹')———‹›»)———(————·»›————»›'»———————————‹———»›·'‹(«———————''''————·«)(»( —› ————‹»—‹———·——··«)(——««‹■——— ·‹«——)‹': [106, 2034, 1518, 2047]
- glyph-row: ·«»(———›( › )«———————)«)·—«‹)›————)———————— )·»—‹·«(»————·———('›»›'————'(————‹(——‹(————··——«————'›— ——»——»‹«·)·«—————‹«——»)———————(—«'»————«‹›———————›‹'«——— '———))——————·———·—————'—————›‹ ———'‹————: [106, 1606, 1518, 1618]
- glyph-row: ·————————(———————›—————‹)›»—‹› —››——— ·—————— »' ‹———‹''»——)‹(———————··—— »—————›«————›————————› ———«)———·———››(——————————————'————————— —————————''————————·———‹)› —— ————()‹———·———( ‹——————————·'': [106, 767, 1518, 780]
- glyph-row: ————‹———()›——————·——————(»)‹——›————··»›‹((‹» »‹(—·——· ›‹)————)·«') ·——————‹·———·'›·———«·«'————(('———————————»—————————————————·————«——››—'«·————›————'· «''——(›——————·‹·——————·‹———»—›————'(—›————'‹: [106, 184, 1518, 197]
- glyph-row: ————››————)‹——— ·————›)————»——·›)——«————··——— )————«·———·——)‹)›——————————'‹(···———————·———))· ——————(——————(»«‹——————————————————«———›·— ('———·(((——·——»——————«‹›‹(«——)———·——·———)——·‹—————«(‹——————: [106, 2170, 1518, 2183]
- glyph-row: —»—·» ‹›———— '' ———— )›·(———››——›)·(——)‹'————')———««———· »—(·›——‹›————«›‹›—————'·——«—————·'·)———( '('‹)··›«)————(———›———('··›————·›»————'——‹)»»———————‹»·——— '›«›——›—'»——‹————»'«———'››———‹)‹————«··——: [106, 1481, 1518, 1494]
- glyph-row: ———''—————‹ ·———·————)————————————— ————————·——————(( «———( ›——————‹——«—«‹——(»—— ‹——■‹··›(———«————·»————··»·——‹(›'(‹——··'(———)«›)——·——(·—·'———'—(›—'«·))))(››)»··——'—(›——›■‹«»›——·——'·›■—()——'›(‹›·: [106, 1685, 1518, 1698]
- glyph-row: ‹›'‹'——)———' )(———·(»———— ·' — «·'—·«‹)(·'—«›''»‹·—————'———»»—(·‹——)«——(————›—‹—»——'—(—— ————›('·(«(‹—————›—))·«————(———‹‹'›—«'‹»·————: [106, 1325, 1518, 1341]
- glyph-row: —»——————— ———»·(————'›————————› ›'·›(‹—————————(»(›—————————————›———(·‹(·‹))»›)(«■———‹‹‹)—————————)'‹·)———·»‹'——————————›»·———————·—‹——‹——«)·—·—›(»—'———›››'——(·‹)()»' ————))—————›››(«——'»————————————: [106, 1843, 1518, 1856]
- glyph-row: »(›››—»( ———›»—‹·————«·) ««)————‹———‹›»«»)—‹————————(‹————)‹›————›————›·————·(—›——: [106, 846, 1518, 869]
